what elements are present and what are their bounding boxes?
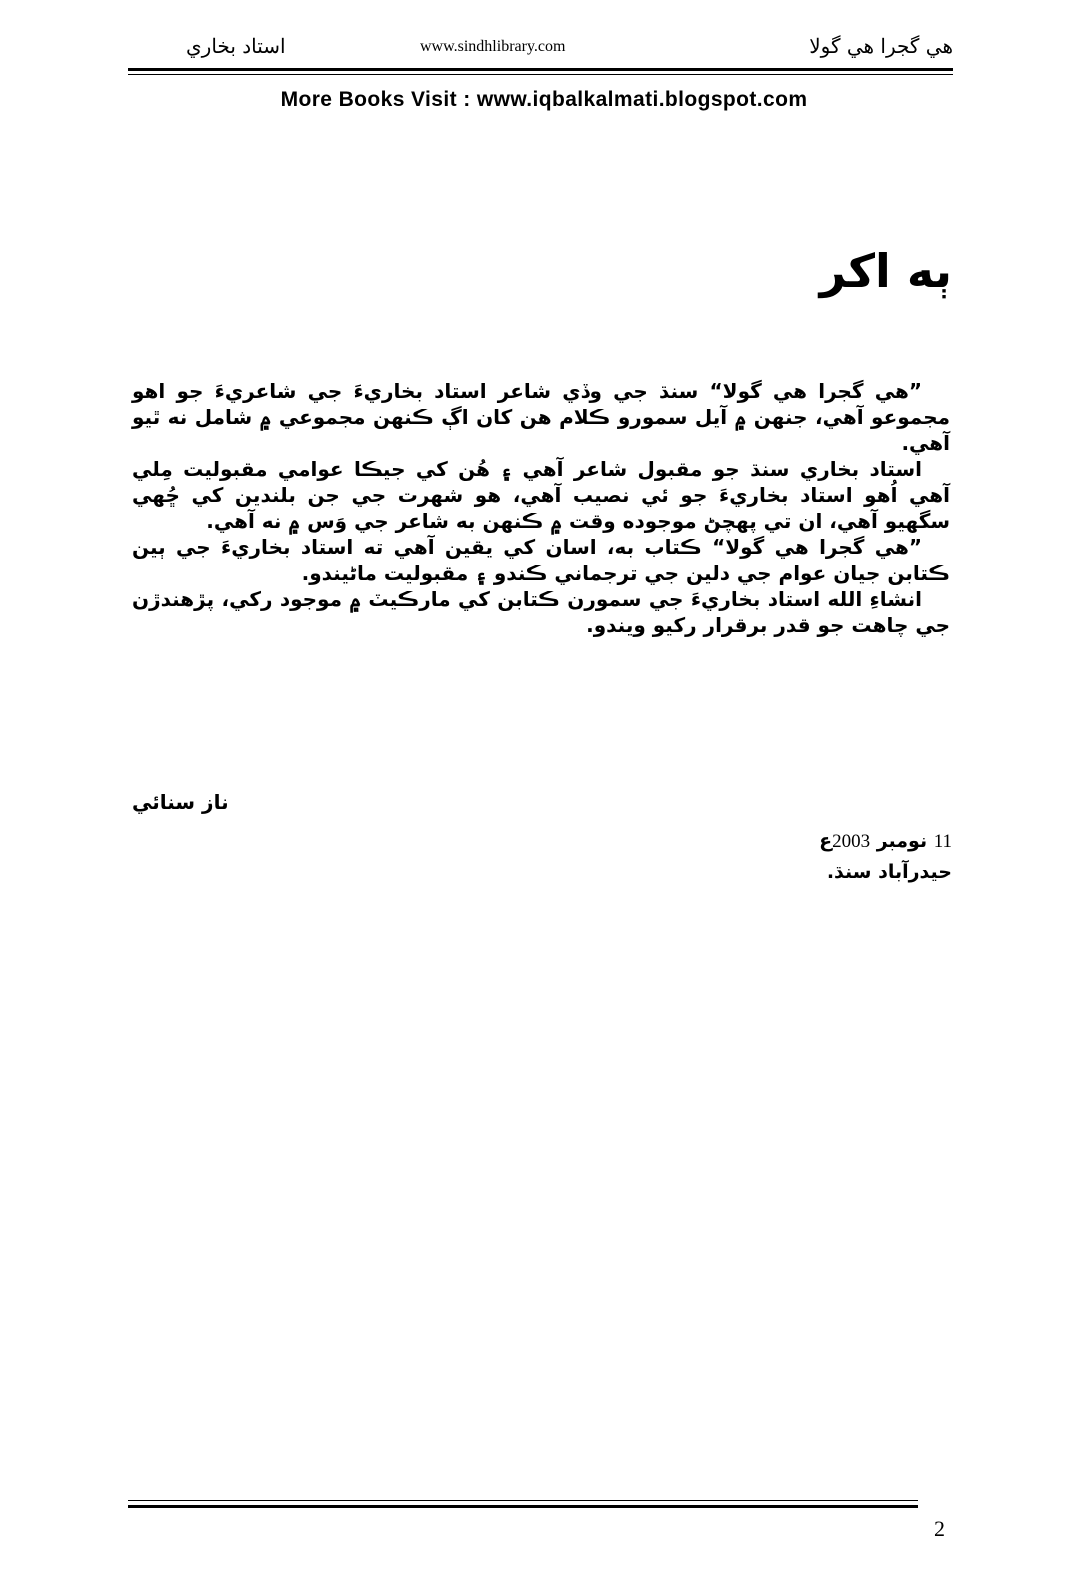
- page-number: 2: [934, 1516, 945, 1541]
- header-rule: [128, 68, 953, 71]
- paragraph: ”هي گجرا هي گولا“ ڪتاب به، اسان کي يقين آهي ته استاد بخاريءَ جي ٻين ڪتابن جيان عوام جي دلين جي ترجماني ڪندو ۽ مقبوليت ماڻيندو.: [132, 535, 950, 585]
- date-era: ع: [819, 830, 833, 852]
- paragraph: استاد بخاري سنڌ جو مقبول شاعر آهي ۽ هُن کي جيڪا عوامي مقبوليت مِلي آهي اُهو استاد بخاريءَ جو ئي نصيب آهي، هو شهرت جي جن بلندين کي ڇُهي سگهيو آهي، ان تي پهچڻ موجوده وقت ۾ ڪنهن به شاعر جي وَس ۾ نه آهي.: [132, 457, 950, 533]
- date-month: نومبر: [876, 830, 928, 852]
- date-place-block: [819, 826, 952, 887]
- footer-rule-thin: [128, 1500, 918, 1501]
- header-author: استاد بخاري: [186, 34, 286, 58]
- header-website: www.sindhlibrary.com: [420, 38, 566, 55]
- signature: ناز سنائي: [132, 790, 229, 814]
- body-text: [132, 378, 950, 638]
- promo-banner: More Books Visit : www.iqbalkalmati.blogspot.com: [280, 88, 808, 111]
- header-book-title: هي گجرا هي گولا: [809, 34, 953, 58]
- date-year: 2003: [832, 831, 871, 852]
- paragraph: ”هي گجرا هي گولا“ سنڌ جي وڏي شاعر استاد بخاريءَ جي شاعريءَ جو اهو مجموعو آهي، جنهن ۾ آيل سمورو ڪلام هن کان اڳ ڪنهن مجموعي ۾ شامل نه ٿيو آهي.: [132, 379, 950, 455]
- date-line: [819, 826, 952, 857]
- header-rule-thin: [128, 74, 953, 75]
- footer-rule: [128, 1505, 918, 1508]
- running-header: [128, 32, 953, 68]
- page-title: ٻه اکر: [819, 244, 952, 298]
- place-line: حيدرآباد سنڌ.: [826, 861, 952, 883]
- date-day: 11: [933, 831, 952, 852]
- paragraph: انشاءِ الله استاد بخاريءَ جي سمورن ڪتابن کي مارڪيٽ ۾ موجود رکي، پڙهندڙن جي چاهت جو قدر برقرار رکيو ويندو.: [132, 587, 950, 637]
